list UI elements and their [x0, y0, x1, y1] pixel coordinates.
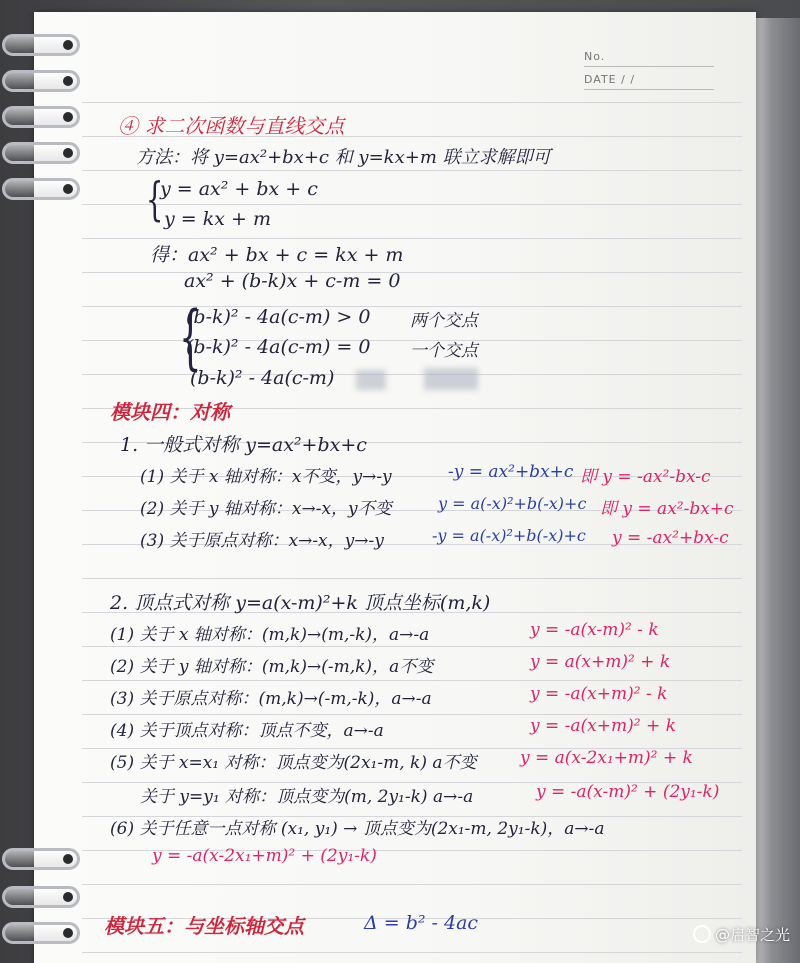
v5b-result: y = -a(x-m)² + (2y₁-k): [536, 782, 720, 802]
g2-mid: y = a(-x)²+b(-x)+c: [438, 494, 587, 513]
rule-line: [82, 680, 742, 681]
v2-result: y = a(x+m)² + k: [530, 652, 671, 672]
spiral-ring: [2, 106, 80, 128]
blurred-region: [356, 370, 386, 390]
v6-result: y = -a(x-2x₁+m)² + (2y₁-k): [152, 846, 377, 866]
v3-rule: (3) 关于原点对称：(m,k)→(-m,-k)，a→-a: [110, 689, 432, 709]
case2-text: 一个交点: [410, 341, 478, 361]
rule-line: [82, 646, 742, 647]
notebook-page-stack: [752, 18, 800, 963]
v1-result: y = -a(x-m)² - k: [530, 620, 659, 640]
g3-rule: (3) 关于原点对称：x→-x，y→-y: [140, 531, 384, 551]
rule-line: [82, 170, 742, 171]
case1-text: 两个交点: [410, 311, 478, 331]
vertex-heading: 2. 顶点式对称 y=a(x-m)²+k 顶点坐标(m,k): [110, 592, 491, 614]
g2-result: 即 y = ax²-bx+c: [600, 499, 734, 519]
no-label: No.: [584, 50, 606, 63]
v4-result: y = -a(x+m)² + k: [530, 716, 676, 736]
rule-line: [82, 578, 742, 579]
rule-line: [82, 272, 742, 273]
system-eq1: y = ax² + bx + c: [160, 178, 318, 200]
v1-rule: (1) 关于 x 轴对称：(m,k)→(m,-k)，a→-a: [110, 625, 430, 645]
case1-expr: (b-k)² - 4a(c-m) > 0: [186, 306, 371, 328]
v4-rule: (4) 关于顶点对称：顶点不变，a→-a: [110, 721, 384, 741]
module4-title: 模块四：对称: [110, 400, 230, 424]
watermark: [693, 924, 790, 945]
g1-mid: -y = ax²+bx+c: [448, 462, 574, 482]
v3-result: y = -a(x+m)² - k: [530, 684, 668, 704]
no-line: [584, 66, 714, 67]
spiral-ring: [2, 178, 80, 200]
date-line: [584, 89, 714, 90]
v6-rule: (6) 关于任意一点对称 (x₁, y₁) → 顶点变为(2x₁-m, 2y₁-k)，a→-a: [110, 819, 605, 839]
case2-expr: (b-k)² - 4a(c-m) = 0: [186, 336, 371, 358]
g1-rule: (1) 关于 x 轴对称：x不变，y→-y: [140, 467, 392, 487]
spiral-ring: [2, 886, 80, 908]
rule-line: [82, 102, 742, 103]
date-label: DATE / /: [584, 73, 636, 86]
v5-result: y = a(x-2x₁+m)² + k: [520, 748, 693, 768]
general-heading: 1. 一般式对称 y=ax²+bx+c: [120, 434, 367, 456]
g1-result: 即 y = -ax²-bx-c: [580, 467, 711, 487]
quadratic-eq: ax² + (b-k)x + c-m = 0: [184, 270, 401, 292]
rule-line: [82, 952, 742, 953]
cases-brace: {: [179, 296, 202, 378]
method-line: 方法：将 y=ax²+bx+c 和 y=kx+m 联立求解即可: [136, 147, 551, 168]
spiral-ring: [2, 142, 80, 164]
spiral-ring: [2, 70, 80, 92]
v5-rule: (5) 关于 x=x₁ 对称：顶点变为(2x₁-m, k) a不变: [110, 753, 477, 773]
system-eq2: y = kx + m: [164, 208, 271, 230]
rule-line: [82, 884, 742, 885]
rule-line: [82, 238, 742, 239]
section4-title: ④ 求二次函数与直线交点: [118, 114, 345, 138]
substitution-eq: 得：ax² + bx + c = kx + m: [150, 244, 404, 266]
case3-expr: (b-k)² - 4a(c-m): [190, 367, 335, 389]
watermark-icon: [693, 925, 711, 943]
g3-mid: -y = a(-x)²+b(-x)+c: [432, 526, 586, 545]
spiral-ring: [2, 848, 80, 870]
rule-line: [82, 714, 742, 715]
v2-rule: (2) 关于 y 轴对称：(m,k)→(-m,k)，a不变: [110, 657, 434, 677]
delta-formula: Δ = b² - 4ac: [364, 912, 479, 934]
watermark-text: @启智之光: [714, 926, 790, 944]
rule-line: [82, 204, 742, 205]
spiral-ring: [2, 34, 80, 56]
spiral-ring: [2, 922, 80, 944]
system-brace: {: [145, 172, 164, 226]
g3-result: y = -ax²+bx-c: [612, 528, 729, 548]
blurred-region: [424, 368, 478, 390]
module5-title: 模块五：与坐标轴交点: [104, 914, 304, 938]
v5b-rule: 关于 y=y₁ 对称：顶点变为(m, 2y₁-k) a→-a: [140, 787, 474, 807]
g2-rule: (2) 关于 y 轴对称：x→-x，y不变: [140, 499, 392, 519]
